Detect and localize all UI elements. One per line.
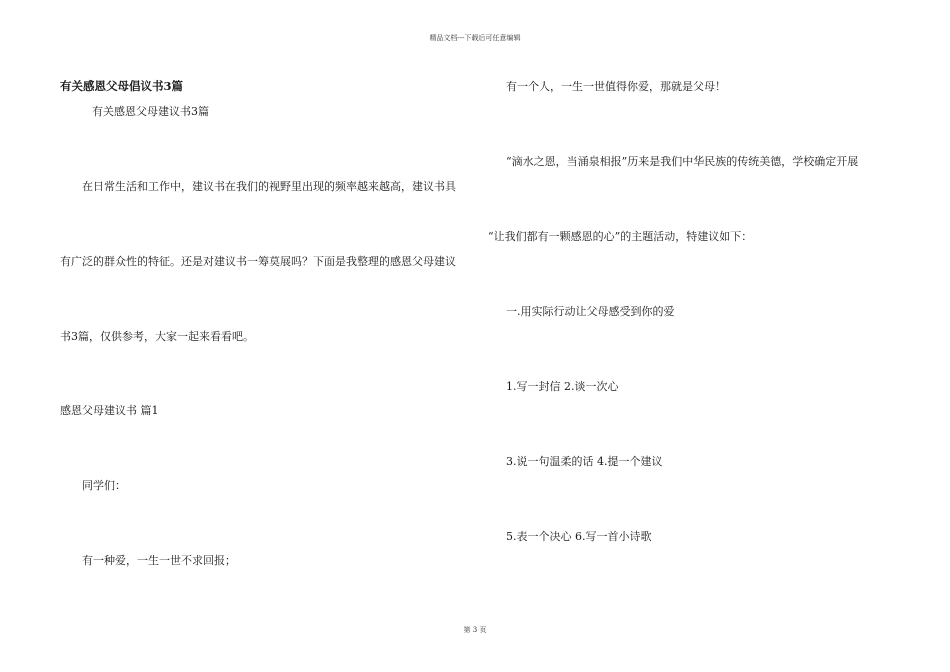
intro-line-1: 在日常生活和工作中，建议书在我们的视野里出现的频率越来越高，建议书具 <box>82 180 456 193</box>
item-heading: 一.用实际行动让父母感受到你的爱 <box>506 305 675 318</box>
document-subtitle: 有关感恩父母建议书3篇 <box>92 105 209 118</box>
greeting: 同学们： <box>82 479 126 492</box>
left-text-line: 有一种爱，一生一世不求回报； <box>82 554 236 567</box>
paragraph-line-1: “滴水之恩，当涌泉相报”历来是我们中华民族的传统美德，学校确定开展 <box>506 155 859 168</box>
section-heading: 感恩父母建议书 篇1 <box>60 404 159 417</box>
right-text-line: 有一个人，一生一世值得你爱，那就是父母！ <box>506 80 726 93</box>
list-item: 5.表一个决心 6.写一首小诗歌 <box>506 530 652 543</box>
page-number: 第 3 页 <box>463 626 487 634</box>
list-item: 1.写一封信 2.谈一次心 <box>506 380 619 393</box>
list-item: 3.说一句温柔的话 4.提一个建议 <box>506 455 663 468</box>
intro-line-2: 有广泛的群众性的特征。还是对建议书一筹莫展吗？下面是我整理的感恩父母建议 <box>60 255 456 268</box>
paragraph-line-2: “让我们都有一颗感恩的心”的主题活动，特建议如下： <box>488 230 753 243</box>
document-title: 有关感恩父母倡议书3篇 <box>60 79 184 93</box>
page-header: 精品文档---下载后可任意编辑 <box>429 34 521 42</box>
intro-line-3: 书3篇，仅供参考，大家一起来看看吧。 <box>60 330 254 343</box>
